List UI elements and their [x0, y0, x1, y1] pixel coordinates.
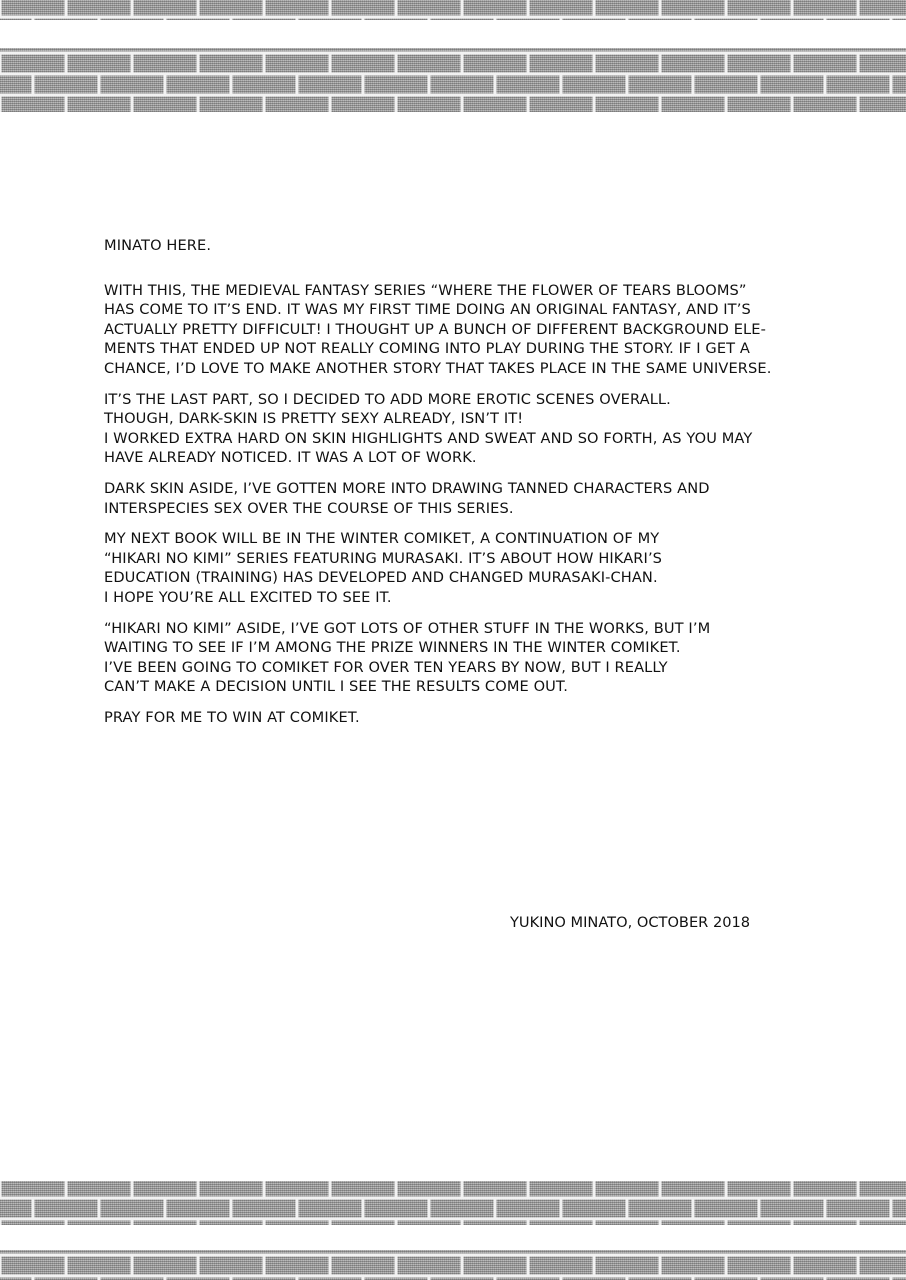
brick-pattern [0, 1250, 906, 1280]
greeting-line: MINATO HERE. [104, 237, 212, 254]
paragraph-2 [104, 390, 864, 468]
text-line: I HOPE YOU’RE ALL EXCITED TO SEE IT. [104, 588, 392, 606]
text-line: DARK SKIN ASIDE, I’VE GOTTEN MORE INTO DRAWING TANNED CHARACTERS AND [104, 479, 710, 497]
text-line: WITH THIS, THE MEDIEVAL FANTASY SERIES “WHERE THE FLOWER OF TEARS BLOOMS” [104, 281, 747, 299]
brick-border-bottom [0, 1181, 906, 1225]
text-line: PRAY FOR ME TO WIN AT COMIKET. [104, 708, 360, 726]
brick-border-top-thin [0, 0, 906, 20]
text-line: CAN’T MAKE A DECISION UNTIL I SEE THE RESULTS COME OUT. [104, 678, 568, 696]
text-line: INTERSPECIES SEX OVER THE COURSE OF THIS SERIES. [104, 499, 514, 517]
brick-border-top [0, 48, 906, 112]
text-line: HAVE ALREADY NOTICED. IT WAS A LOT OF WORK. [104, 449, 477, 467]
text-line: CHANCE, I’D LOVE TO MAKE ANOTHER STORY THAT TAKES PLACE IN THE SAME UNIVERSE. [104, 359, 772, 377]
text-line: EDUCATION (TRAINING) HAS DEVELOPED AND CHANGED MURASAKI-CHAN. [104, 569, 658, 587]
text-line: IT’S THE LAST PART, SO I DECIDED TO ADD MORE EROTIC SCENES OVERALL. [104, 390, 671, 408]
text-line: WAITING TO SEE IF I’M AMONG THE PRIZE WINNERS IN THE WINTER COMIKET. [104, 639, 681, 657]
text-line: I WORKED EXTRA HARD ON SKIN HIGHLIGHTS AND SWEAT AND SO FORTH, AS YOU MAY [104, 429, 753, 447]
paragraph-3 [104, 479, 864, 518]
text-line: I’VE BEEN GOING TO COMIKET FOR OVER TEN YEARS BY NOW, BUT I REALLY [104, 658, 668, 676]
brick-pattern [0, 0, 906, 20]
afterword-letter [104, 236, 864, 738]
text-line: “HIKARI NO KIMI” SERIES FEATURING MURASAKI. IT’S ABOUT HOW HIKARI’S [104, 549, 663, 567]
brick-pattern [0, 1181, 906, 1225]
paragraph-4 [104, 529, 864, 607]
brick-pattern [0, 48, 906, 112]
text-line: MY NEXT BOOK WILL BE IN THE WINTER COMIKET, A CONTINUATION OF MY [104, 530, 660, 548]
brick-border-bottom-thin [0, 1250, 906, 1280]
paragraph-5 [104, 619, 864, 697]
text-line: MENTS THAT ENDED UP NOT REALLY COMING INTO PLAY DURING THE STORY. IF I GET A [104, 340, 751, 358]
text-line: ACTUALLY PRETTY DIFFICULT! I THOUGHT UP A BUNCH OF DIFFERENT BACKGROUND ELE- [104, 320, 766, 338]
signature: YUKINO MINATO, OCTOBER 2018 [510, 914, 751, 931]
paragraph-1 [104, 281, 864, 379]
paragraph-6 [104, 708, 864, 728]
text-line: THOUGH, DARK-SKIN IS PRETTY SEXY ALREADY, ISN’T IT! [104, 410, 524, 428]
text-line: “HIKARI NO KIMI” ASIDE, I’VE GOT LOTS OF OTHER STUFF IN THE WORKS, BUT I’M [104, 619, 711, 637]
text-line: HAS COME TO IT’S END. IT WAS MY FIRST TIME DOING AN ORIGINAL FANTASY, AND IT’S [104, 301, 751, 319]
